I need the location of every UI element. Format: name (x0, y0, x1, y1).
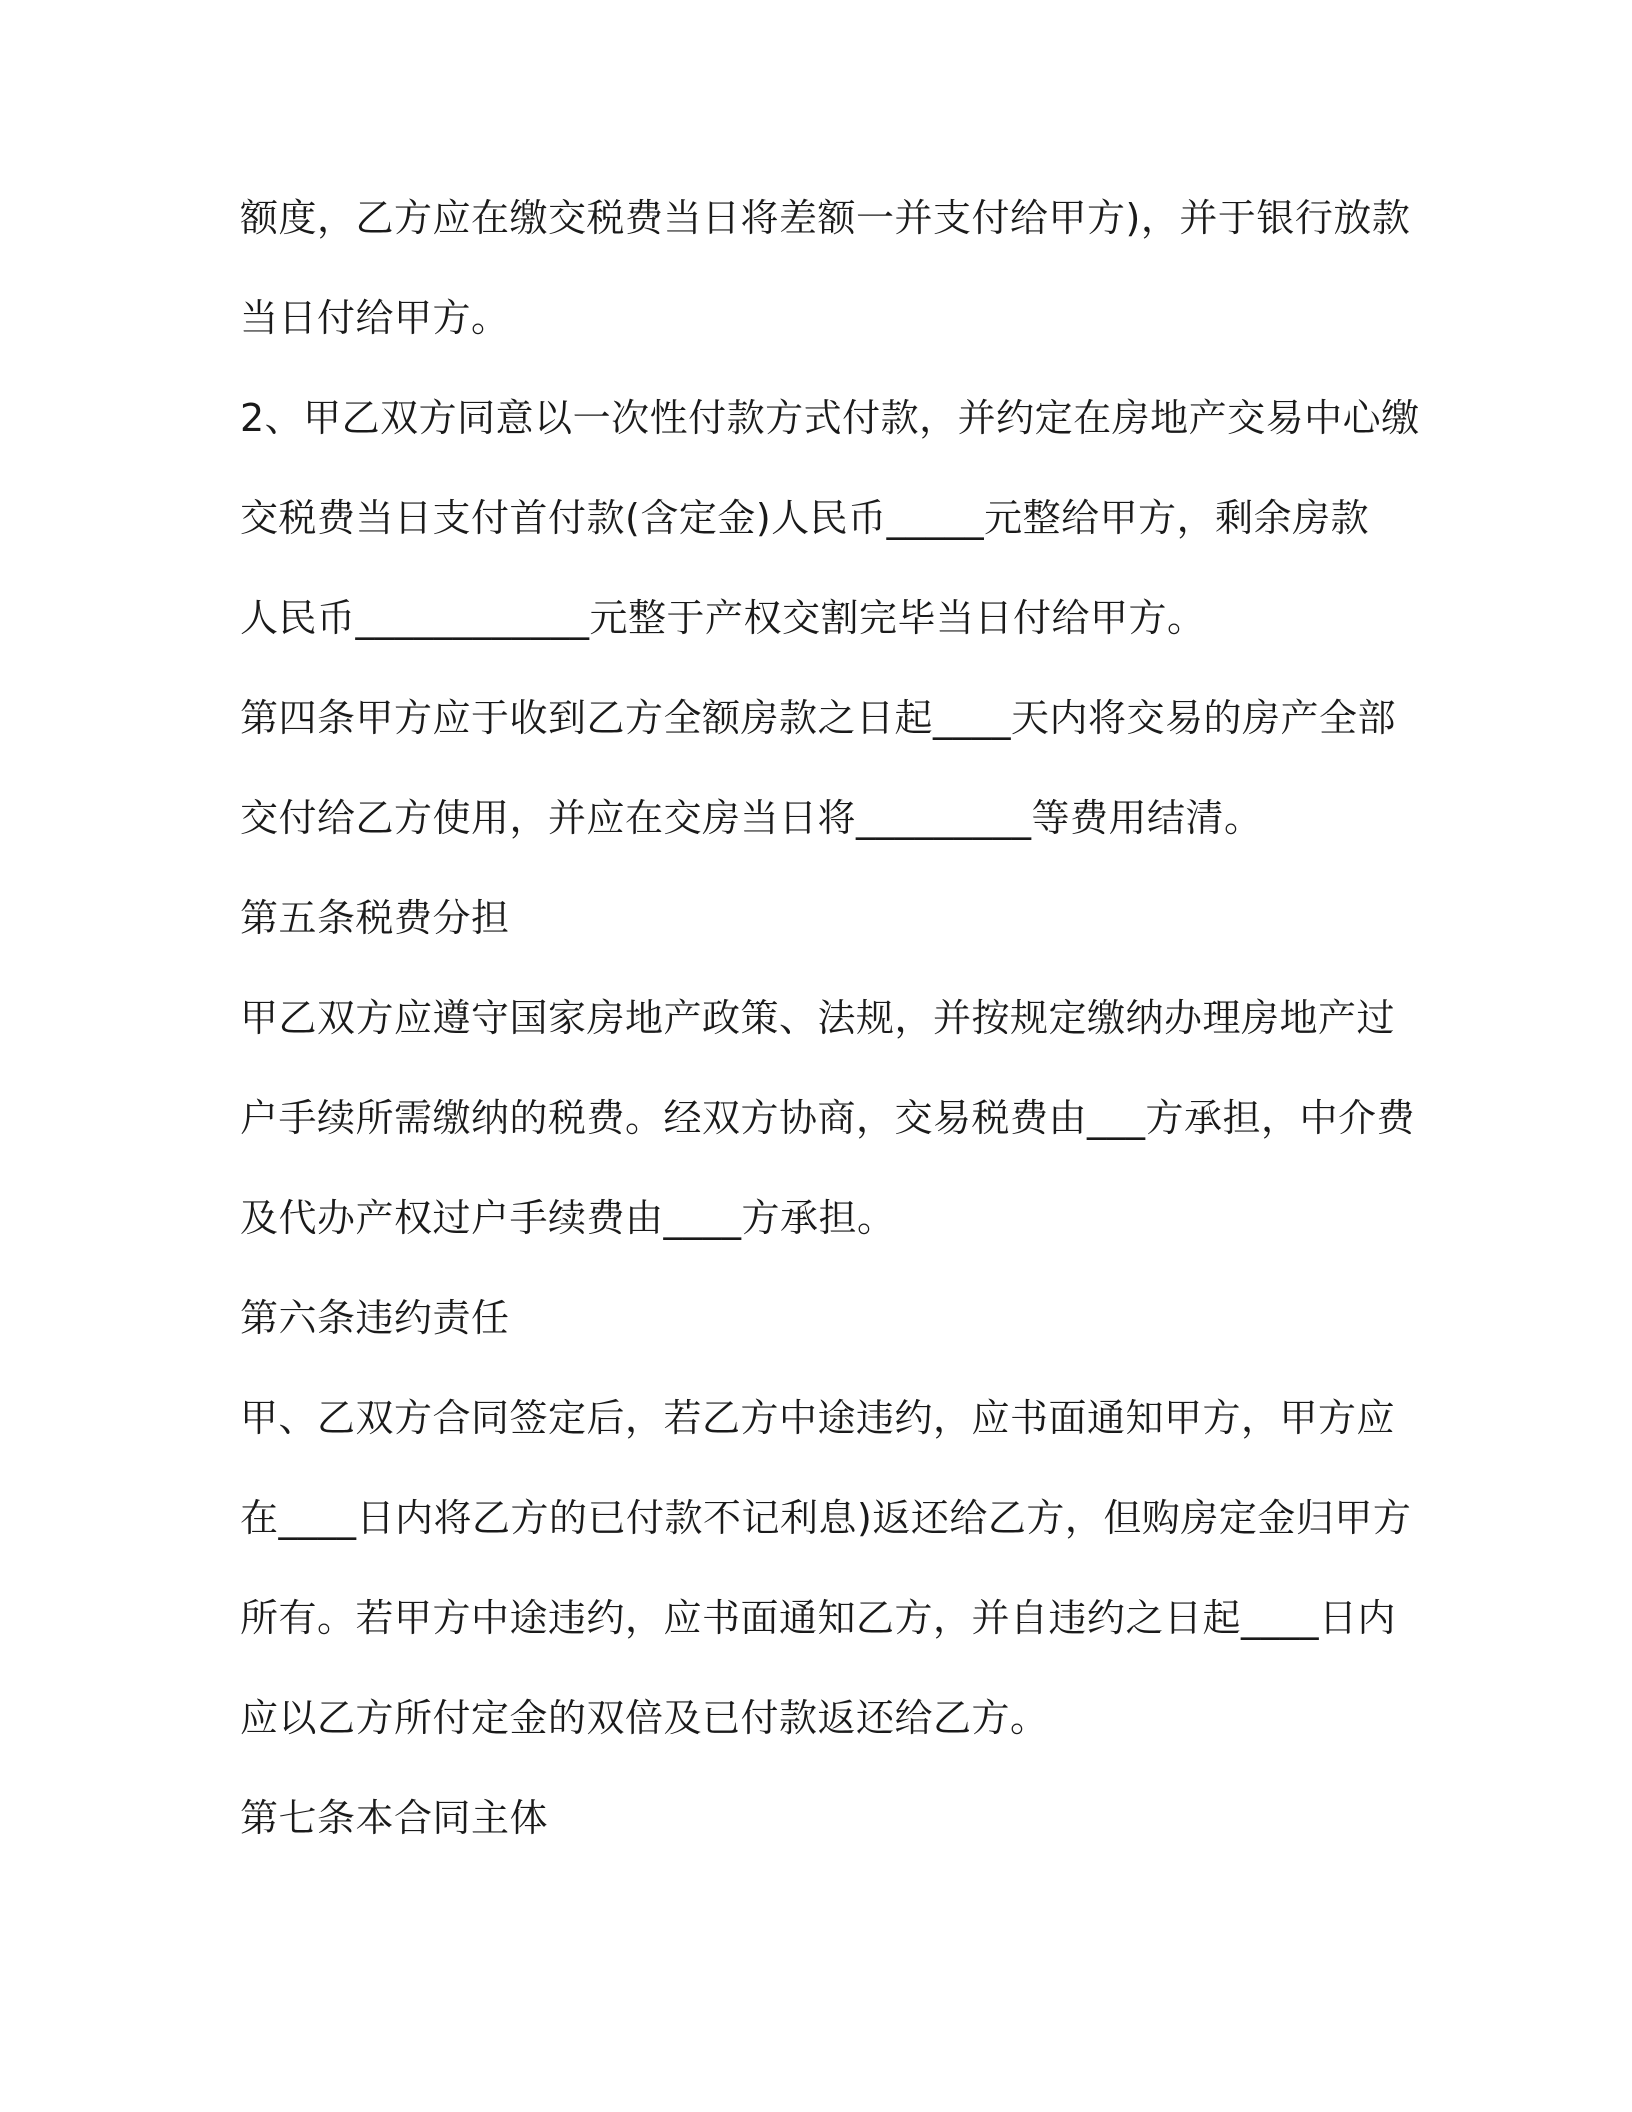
paragraph-line-13: 甲、乙双方合同签定后，若乙方中途违约，应书面通知甲方，甲方应 (240, 1396, 1396, 1440)
paragraph-line-6: 第四条甲方应于收到乙方全额房款之日起____天内将交易的房产全部 (240, 696, 1397, 740)
paragraph-line-11: 及代办产权过户手续费由____方承担。 (240, 1196, 896, 1240)
section-heading-6: 第六条违约责任 (240, 1296, 510, 1340)
paragraph-line-2: 当日付给甲方。 (240, 296, 510, 340)
paragraph-line-9: 甲乙双方应遵守国家房地产政策、法规，并按规定缴纳办理房地产过 (240, 996, 1396, 1040)
section-heading-7: 第七条本合同主体 (240, 1796, 549, 1840)
paragraph-line-16: 应以乙方所付定金的双倍及已付款返还给乙方。 (240, 1696, 1049, 1740)
paragraph-line-14: 在____日内将乙方的已付款不记利息)返还给乙方，但购房定金归甲方 (240, 1496, 1412, 1540)
paragraph-line-15: 所有。若甲方中途违约，应书面通知乙方，并自违约之日起____日内 (240, 1596, 1397, 1640)
paragraph-line-10: 户手续所需缴纳的税费。经双方协商，交易税费由___方承担，中介费 (240, 1096, 1416, 1140)
paragraph-line-3: 2、甲乙双方同意以一次性付款方式付款，并约定在房地产交易中心缴 (240, 396, 1420, 440)
paragraph-line-1: 额度，乙方应在缴交税费当日将差额一并支付给甲方)，并于银行放款 (240, 196, 1411, 240)
paragraph-line-4: 交税费当日支付首付款(含定金)人民币_____元整给甲方，剩余房款 (240, 496, 1370, 540)
paragraph-line-7: 交付给乙方使用，并应在交房当日将_________等费用结清。 (240, 796, 1263, 840)
paragraph-line-5: 人民币____________元整于产权交割完毕当日付给甲方。 (240, 596, 1206, 640)
section-heading-5: 第五条税费分担 (240, 896, 510, 940)
